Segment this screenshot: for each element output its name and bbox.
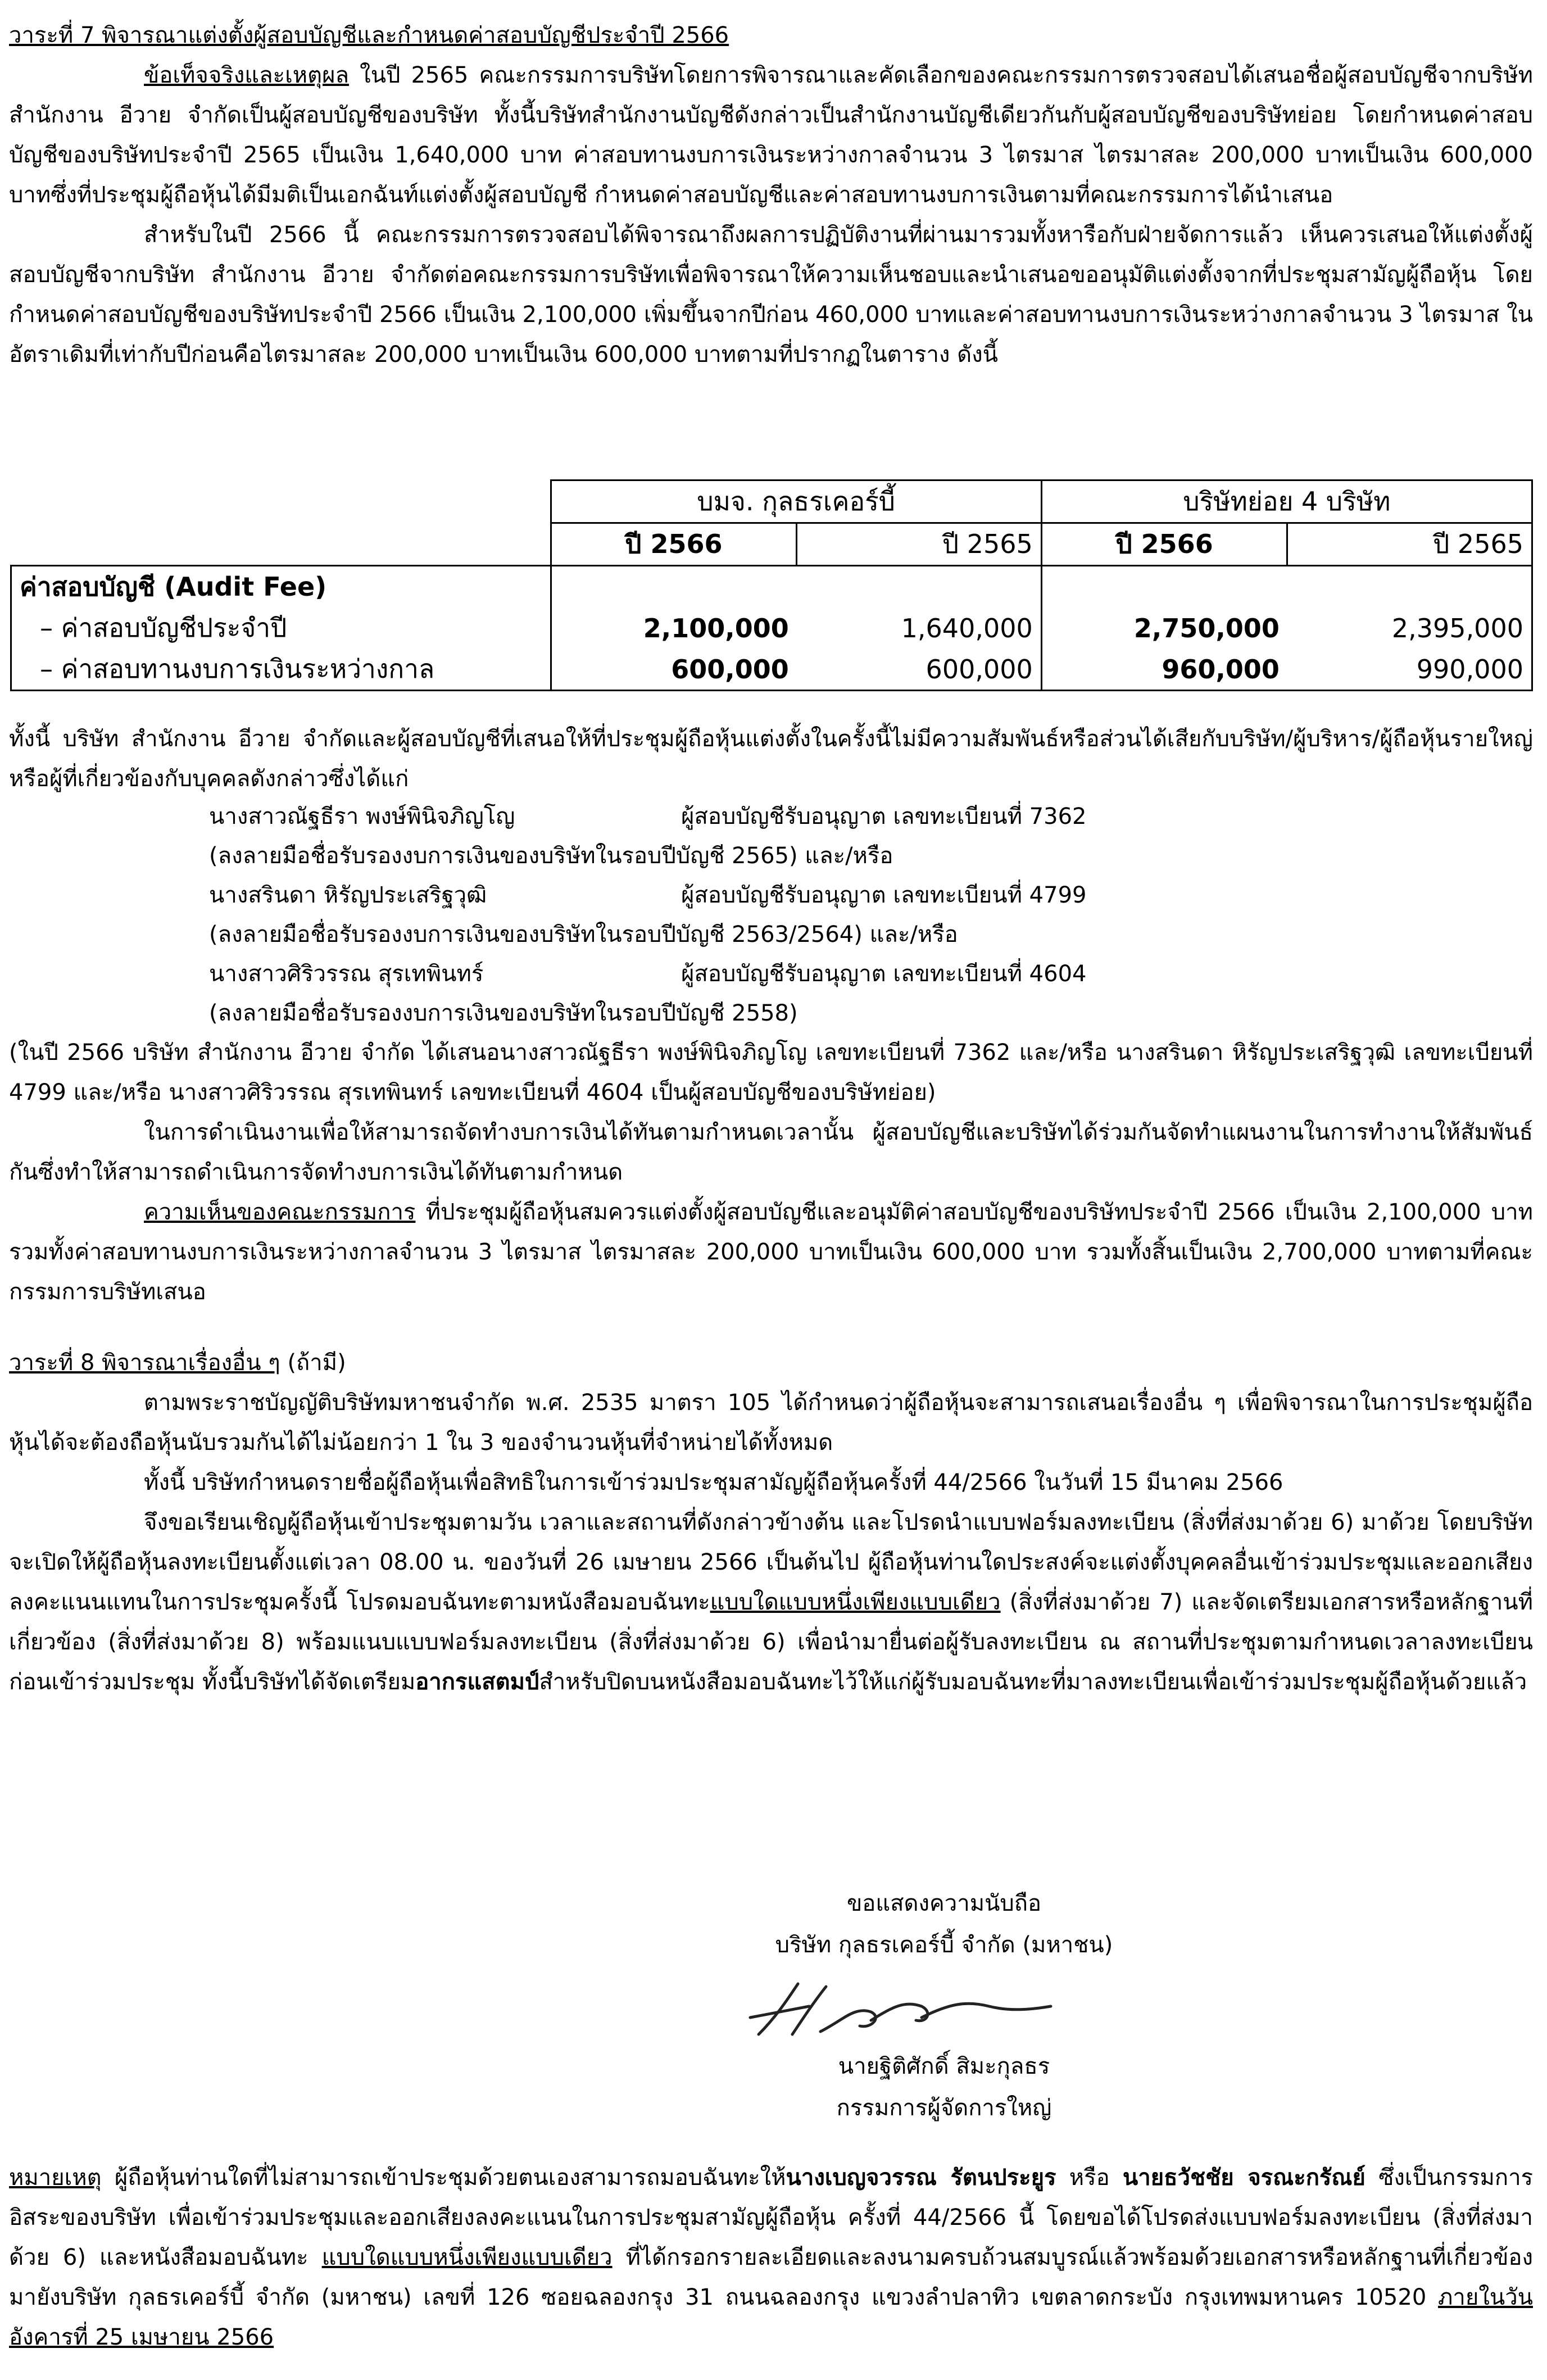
auditor-name: นางสาวณัฐธีรา พงษ์พินิจภิญโญ <box>209 804 515 829</box>
cell-value: 600,000 <box>551 649 797 691</box>
table-group-company: บมจ. กุลธรเคอร์บี้ <box>551 480 1041 523</box>
signature-block <box>731 1883 1158 1966</box>
agenda-7-heading <box>9 16 1533 56</box>
cell-value: 2,395,000 <box>1287 608 1532 649</box>
stamp-duty: อากรแสตมป์ <box>415 1669 539 1695</box>
agenda-8-heading: วาระที่ 8 พิจารณาเรื่องอื่น ๆ (ถ้ามี) <box>9 1350 346 1376</box>
cell-value: 1,640,000 <box>797 608 1042 649</box>
auditor-note: (ลงลายมือชื่อรับรองงบการเงินของบริษัทในรอบปีบัญชี 2563/2564) และ/หรือ <box>209 922 958 948</box>
proxy-director-1: นางเบญจวรรณ รัตนประยูร <box>786 2165 1056 2191</box>
auditor-title: ผู้สอบบัญชีรับอนุญาต เลขทะเบียนที่ 4799 <box>681 882 1087 908</box>
row-label: – ค่าสอบบัญชีประจำปี <box>11 608 551 649</box>
auditor-note: (ลงลายมือชื่อรับรองงบการเงินของบริษัทในรอบปีบัญชี 2565) และ/หรือ <box>209 843 893 869</box>
cell-value: 990,000 <box>1287 649 1532 691</box>
proxy-director-2: นายธวัชชัย จรณะกรัณย์ <box>1122 2165 1365 2191</box>
col-year-2565: ปี 2565 <box>797 523 1042 566</box>
col-sub-year-2565: ปี 2565 <box>1287 523 1532 566</box>
agenda-7-para2: สำหรับในปี 2566 นี้ คณะกรรมการตรวจสอบได้พิจารณาถึงผลการปฏิบัติงานที่ผ่านมารวมทั้งหารือกับฝ่ายจัดการแล้ว เห็นควรเสนอให้แต่งตั้งผู้สอบบัญชีจากบริษัท สำนักงาน อีวาย จำกัดต่อคณะกรรมการบริษัทเพื่อพิจารณาให้ความเห็นชอบและนำเสนอขออนุมัติแต่งตั้งจากที่ประชุมสามัญผู้ถือหุ้น โดยกำหนดค่าสอบบัญชีของบริษัทประจำปี 2566 เป็นเงิน 2,100,000 เพิ่มขึ้นจากปีก่อน 460,000 บาทและค่าสอบทานงบการเงินระหว่างกาลจำนวน 3 ไตรมาส ในอัตราเดิมที่เท่ากับปีก่อนคือไตรมาสละ 200,000 บาทเป็นเงิน 600,000 บาทตามที่ปรากฏในตาราง ดังนี้ <box>9 222 1533 368</box>
table-group-subsidiaries: บริษัทย่อย 4 บริษัท <box>1041 480 1532 523</box>
board-opinion-label: ความเห็นของคณะกรรมการ <box>144 1199 416 1225</box>
board-opinion: ความเห็นของคณะกรรมการ ที่ประชุมผู้ถือหุ้นสมควรแต่งตั้งผู้สอบบัญชีและอนุมัติค่าสอบบัญชีของบริษัทประจำปี 2566 เป็นเงิน 2,100,000 บาท รวมทั้งค่าสอบทานงบการเงินระหว่างกาลจำนวน 3 ไตรมาส ไตรมาสละ 200,000 บาทเป็นเงิน 600,000 บาท รวมทั้งสิ้นเป็นเงิน 2,700,000 บาทตามที่คณะกรรมการบริษัทเสนอ <box>9 1199 1533 1305</box>
cell-value: 600,000 <box>797 649 1042 691</box>
col-sub-year-2566: ปี 2566 <box>1041 523 1287 566</box>
agenda-8 <box>9 1343 1533 1702</box>
handwritten-signature <box>742 1967 1056 2051</box>
auditor-name: นางสรินดา หิรัญประเสริฐวุฒิ <box>209 882 487 908</box>
facts-text: ในปี 2565 คณะกรรมการบริษัทโดยการพิจารณาและคัดเลือกของคณะกรรมการตรวจสอบได้เสนอชื่อผู้สอบบัญชีจากบริษัท สำนักงาน อีวาย จำกัดเป็นผู้สอบบัญชีของบริษัท ทั้งนี้บริษัทสำนักงานบัญชีดังกล่าวเป็นสำนักงานบัญชีเดียวกันกับผู้สอบบัญชีของบริษัทย่อย โดยกำหนดค่าสอบบัญชีของบริษัทประจำปี 2565 เป็นเงิน 1,640,000 บาท ค่าสอบทานงบการเงินระหว่างกาลจำนวน 3 ไตรมาส ไตรมาสละ 200,000 บาทเป็นเงิน 600,000 บาทซึ่งที่ประชุมผู้ถือหุ้นได้มีมติเป็นเอกฉันท์แต่งตั้งผู้สอบบัญชี กำหนดค่าสอบบัญชีและค่าสอบทานงบการเงินตามที่คณะกรรมการได้นำเสนอ <box>9 62 1533 208</box>
table-row <box>11 608 1532 649</box>
proxy-form-note: แบบใดแบบหนึ่งเพียงแบบเดียว <box>710 1589 1001 1615</box>
remark-label: หมายเหตุ <box>9 2165 102 2191</box>
auditor-name: นางสาวศิริวรรณ สุรเทพินทร์ <box>209 961 484 987</box>
operations-text: ในการดำเนินงานเพื่อให้สามารถจัดทำงบการเงินได้ทันตามกำหนดเวลานั้น ผู้สอบบัญชีและบริษัทได้ร่วมกันจัดทำแผนงานในการทำงานให้สัมพันธ์กันซึ่งทำให้สามารถดำเนินการจัดทำงบการเงินได้ทันตามกำหนด <box>9 1119 1533 1185</box>
company-name: บริษัท กุลธรเคอร์บี้ จำกัด (มหาชน) <box>775 1932 1113 1958</box>
col-year-2566: ปี 2566 <box>551 523 797 566</box>
auditor-note: (ลงลายมือชื่อรับรองงบการเงินของบริษัทในรอบปีบัญชี 2558) <box>209 1000 798 1026</box>
section-audit-fee: ค่าสอบบัญชี (Audit Fee) <box>11 566 551 608</box>
agenda-8-p3: จึงขอเรียนเชิญผู้ถือหุ้นเข้าประชุมตามวัน เวลาและสถานที่ดังกล่าวข้างต้น และโปรดนำแบบฟอร์มลงทะเบียน (สิ่งที่ส่งมาด้วย 6) มาด้วย โดยบริษัทจะเปิดให้ผู้ถือหุ้นลงทะเบียนตั้งแต่เวลา 08.00 น. ของวันที่ 26 เมษายน 2566 เป็นต้นไป ผู้ถือหุ้นท่านใดประสงค์จะแต่งตั้งบุคคลอื่นเข้าร่วมประชุมและออกเสียงลงคะแนนแทนในการประชุมครั้งนี้ โปรดมอบฉันทะตามหนังสือมอบฉันทะแบบใดแบบหนึ่งเพียงแบบเดียว (สิ่งที่ส่งมาด้วย 7) และจัดเตรียมเอกสารหรือหลักฐานที่เกี่ยวข้อง (สิ่งที่ส่งมาด้วย 8) พร้อมแนบแบบฟอร์มลงทะเบียน (สิ่งที่ส่งมาด้วย 6) เพื่อนำมายื่นต่อผู้รับลงทะเบียน ณ สถานที่ประชุมตามกำหนดเวลาลงทะเบียนก่อนเข้าร่วมประชุม ทั้งนี้บริษัทได้จัดเตรียมอากรแสตมป์สำหรับปิดบนหนังสือมอบฉันทะไว้ให้แก่ผู้รับมอบฉันทะที่มาลงทะเบียนเพื่อเข้าร่วมประชุมผู้ถือหุ้นด้วยแล้ว <box>9 1509 1533 1695</box>
agenda-8-p2: ทั้งนี้ บริษัทกำหนดรายชื่อผู้ถือหุ้นเพื่อสิทธิในการเข้าร่วมประชุมสามัญผู้ถือหุ้นครั้งที่ 44/2566 ในวันที่ 15 มีนาคม 2566 <box>144 1470 1283 1495</box>
cell-value: 2,100,000 <box>551 608 797 649</box>
agenda-7-title: วาระที่ 7 พิจารณาแต่งตั้งผู้สอบบัญชีและกำหนดค่าสอบบัญชีประจำปี 2566 <box>9 22 729 48</box>
subsidiary-note: (ในปี 2566 บริษัท สำนักงาน อีวาย จำกัด ได้เสนอนางสาวณัฐธีรา พงษ์พินิจภิญโญ เลขทะเบียนที่ 7362 และ/หรือ นางสรินดา หิรัญประเสริฐวุฒิ เลขทะเบียนที่ 4799 และ/หรือ นางสาวศิริวรรณ สุรเทพินทร์ เลขทะเบียนที่ 4604 เป็นผู้สอบบัญชีของบริษัทย่อย) <box>9 1040 1533 1105</box>
signatory-position: กรรมการผู้จัดการใหญ่ <box>836 2095 1052 2121</box>
deadline: ภายในวันอังคารที่ 25 เมษายน 2566 <box>9 2284 1533 2350</box>
agenda-7-facts <box>9 56 1533 215</box>
facts-label: ข้อเท็จจริงและเหตุผล <box>144 62 350 88</box>
agenda-7-closing <box>9 1033 1533 1312</box>
signatory <box>731 2046 1158 2129</box>
cell-value: 2,750,000 <box>1133 613 1280 643</box>
closing-text: ขอแสดงความนับถือ <box>846 1891 1042 1916</box>
remark: หมายเหตุ ผู้ถือหุ้นท่านใดที่ไม่สามารถเข้าประชุมด้วยตนเองสามารถมอบฉันทะให้นางเบญจวรรณ รัตนประยูร หรือ นายธวัชชัย จรณะกรัณย์ ซึ่งเป็นกรรมการอิสระของบริษัท เพื่อเข้าร่วมประชุมและออกเสียงลงคะแนนในการประชุมสามัญผู้ถือหุ้น ครั้งที่ 44/2566 นี้ โดยขอได้โปรดส่งแบบฟอร์มลงทะเบียน (สิ่งที่ส่งมาด้วย 6) และหนังสือมอบฉันทะ แบบใดแบบหนึ่งเพียงแบบเดียว ที่ได้กรอกรายละเอียดและลงนามครบถ้วนสมบูรณ์แล้วพร้อมด้วยเอกสารหรือหลักฐานที่เกี่ยวข้องมายังบริษัท กุลธรเคอร์บี้ จำกัด (มหาชน) เลขที่ 126 ซอยฉลองกรุง 31 ถนนฉลองกรุง แขวงลำปลาทิว เขตลาดกระบัง กรุงเทพมหานคร 10520 ภายในวันอังคารที่ 25 เมษายน 2566 <box>9 2165 1534 2350</box>
agenda-8-title: วาระที่ 8 พิจารณาเรื่องอื่น ๆ <box>9 1350 280 1376</box>
auditor-title: ผู้สอบบัญชีรับอนุญาต เลขทะเบียนที่ 4604 <box>681 961 1087 987</box>
signatory-name: นายฐิติศักดิ์ สิมะกุลธร <box>838 2053 1050 2079</box>
independence-statement: ทั้งนี้ บริษัท สำนักงาน อีวาย จำกัดและผู้สอบบัญชีที่เสนอให้ที่ประชุมผู้ถือหุ้นแต่งตั้งในครั้งนี้ไม่มีความสัมพันธ์หรือส่วนได้เสียกับบริษัท/ผู้บริหาร/ผู้ถือหุ้นรายใหญ่หรือผู้ที่เกี่ยวข้องกับบุคคลดังกล่าวซึ่งได้แก่ <box>9 726 1533 792</box>
row-label: – ค่าสอบทานงบการเงินระหว่างกาล <box>11 649 551 691</box>
audit-fee-table <box>10 479 1533 691</box>
agenda-8-p1: ตามพระราชบัญญัติบริษัทมหาชนจำกัด พ.ศ. 2535 มาตรา 105 ได้กำหนดว่าผู้ถือหุ้นจะสามารถเสนอเรื่องอื่น ๆ เพื่อพิจารณาในการประชุมผู้ถือหุ้นได้จะต้องถือหุ้นนับรวมกันได้ไม่น้อยกว่า 1 ใน 3 ของจำนวนหุ้นที่จำหน่ายได้ทั้งหมด <box>9 1390 1533 1456</box>
table-row <box>11 649 1532 691</box>
auditor-title: ผู้สอบบัญชีรับอนุญาต เลขทะเบียนที่ 7362 <box>681 804 1087 829</box>
document-body <box>9 16 1533 375</box>
cell-value: 960,000 <box>1041 649 1287 691</box>
